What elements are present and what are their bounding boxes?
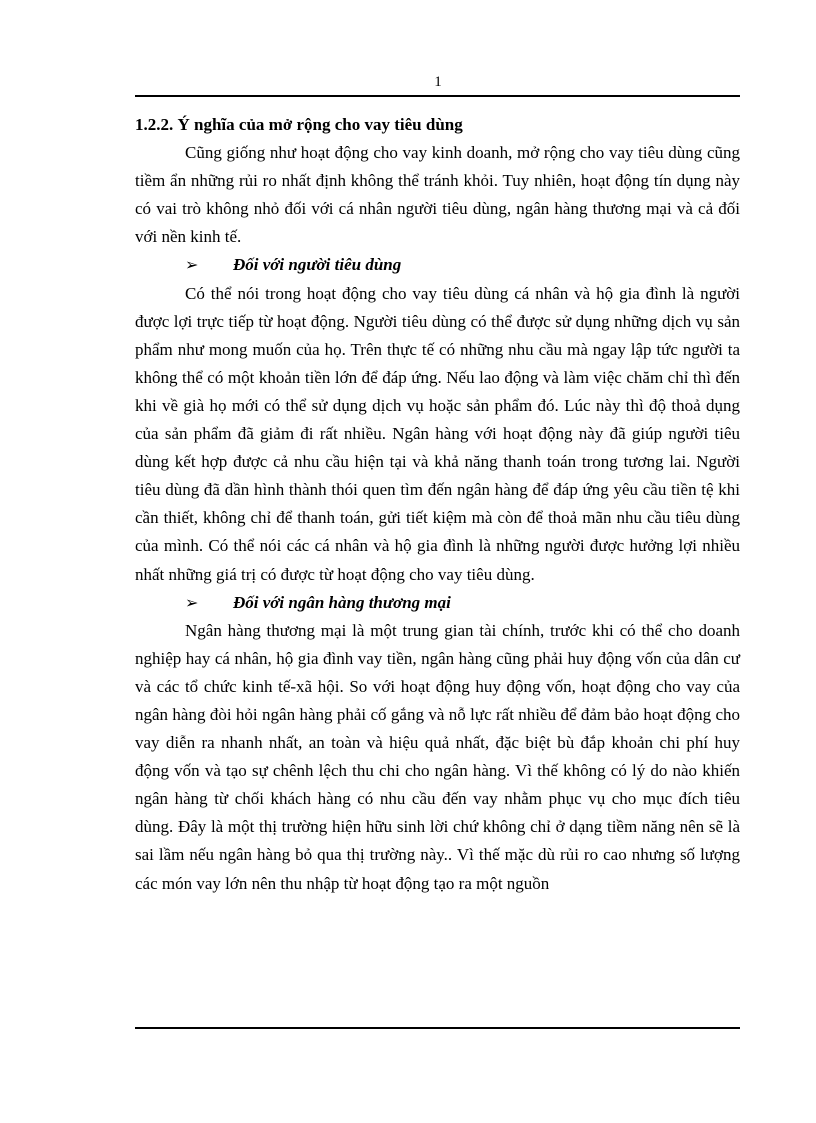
subsection-title-text: Đối với người tiêu dùng bbox=[233, 255, 402, 275]
section-heading: 1.2.2. Ý nghĩa của mở rộng cho vay tiêu dùng bbox=[135, 115, 463, 134]
banks-paragraph: Ngân hàng thương mại là một trung gian tài chính, trước khi có thể cho doanh nghiệp hay cá nhân, hộ gia đình vay tiền, ngân hàng cũng phải huy động vốn của dân cư và các tổ chức kinh tế-xã hội. So với hoạt động huy động vốn, hoạt động cho vay của ngân hàng đòi hỏi ngân hàng phải cố gắng và nỗ lực rất nhiều để đảm bảo hoạt động cho vay diễn ra nhanh nhất, an toàn và hiệu quả nhất, đặc biệt bù đắp khoản chi phí huy động vốn và tạo sự chênh lệch thu chi cho ngân hàng. Vì thế không có lý do nào khiến ngân hàng từ chối khách hàng có nhu cầu đến vay nhằm phục vụ cho mục đích tiêu dùng. Đây là một thị trường hiện hữu sinh lời chứ không chỉ ở dạng tiềm năng nên sẽ là sai lầm nếu ngân hàng bỏ qua thị trường này.. Vì thế mặc dù rủi ro cao nhưng số lượng các món vay lớn nên thu nhập từ hoạt động tạo ra một nguồn bbox=[135, 620, 740, 893]
arrowhead-bullet-icon: ➢ bbox=[185, 592, 199, 612]
page-number: 1 bbox=[434, 74, 442, 90]
arrowhead-bullet-icon: ➢ bbox=[185, 255, 199, 275]
subsection-title-text: Đối với ngân hàng thương mại bbox=[233, 592, 451, 612]
intro-paragraph: Cũng giống như hoạt động cho vay kinh doanh, mở rộng cho vay tiêu dùng cũng tiềm ẩn những rủi ro nhất định không thể tránh khỏi. Tuy nhiên, hoạt động tín dụng này có vai trò không nhỏ đối với cá nhân người tiêu dùng, ngân hàng thương mại và cả đối với nền kinh tế. bbox=[135, 143, 740, 247]
document-body bbox=[135, 111, 740, 898]
consumers-paragraph: Có thể nói trong hoạt động cho vay tiêu dùng cá nhân và hộ gia đình là người được lợi trực tiếp từ hoạt động. Người tiêu dùng có thể được sử dụng những dịch vụ sản phẩm như mong muốn của họ. Trên thực tế có những nhu cầu mà ngay lập tức người ta không thể có một khoản tiền lớn để đáp ứng. Nếu lao động và làm việc chăm chỉ thì đến khi về già họ mới có thể sử dụng dịch vụ hoặc sản phẩm đó. Lúc này thì độ thoả dụng của sản phẩm đã giảm đi rất nhiều. Ngân hàng với hoạt động này đã giúp người tiêu dùng kết hợp được cả nhu cầu hiện tại và khả năng thanh toán trong tương lai. Người tiêu dùng đã dần hình thành thói quen tìm đến ngân hàng để đáp ứng yêu cầu tiền tệ khi cần thiết, không chỉ để thanh toán, gửi tiết kiệm mà còn để thoả mãn nhu cầu tiêu dùng của mình. Có thể nói các cá nhân và hộ gia đình là những người được hưởng lợi nhiều nhất những giá trị có được từ hoạt động cho vay tiêu dùng. bbox=[135, 283, 740, 584]
subsection-title-consumers bbox=[135, 251, 740, 279]
subsection-title-banks bbox=[135, 589, 740, 617]
footer-rule bbox=[135, 1027, 740, 1029]
header-rule bbox=[135, 95, 740, 97]
